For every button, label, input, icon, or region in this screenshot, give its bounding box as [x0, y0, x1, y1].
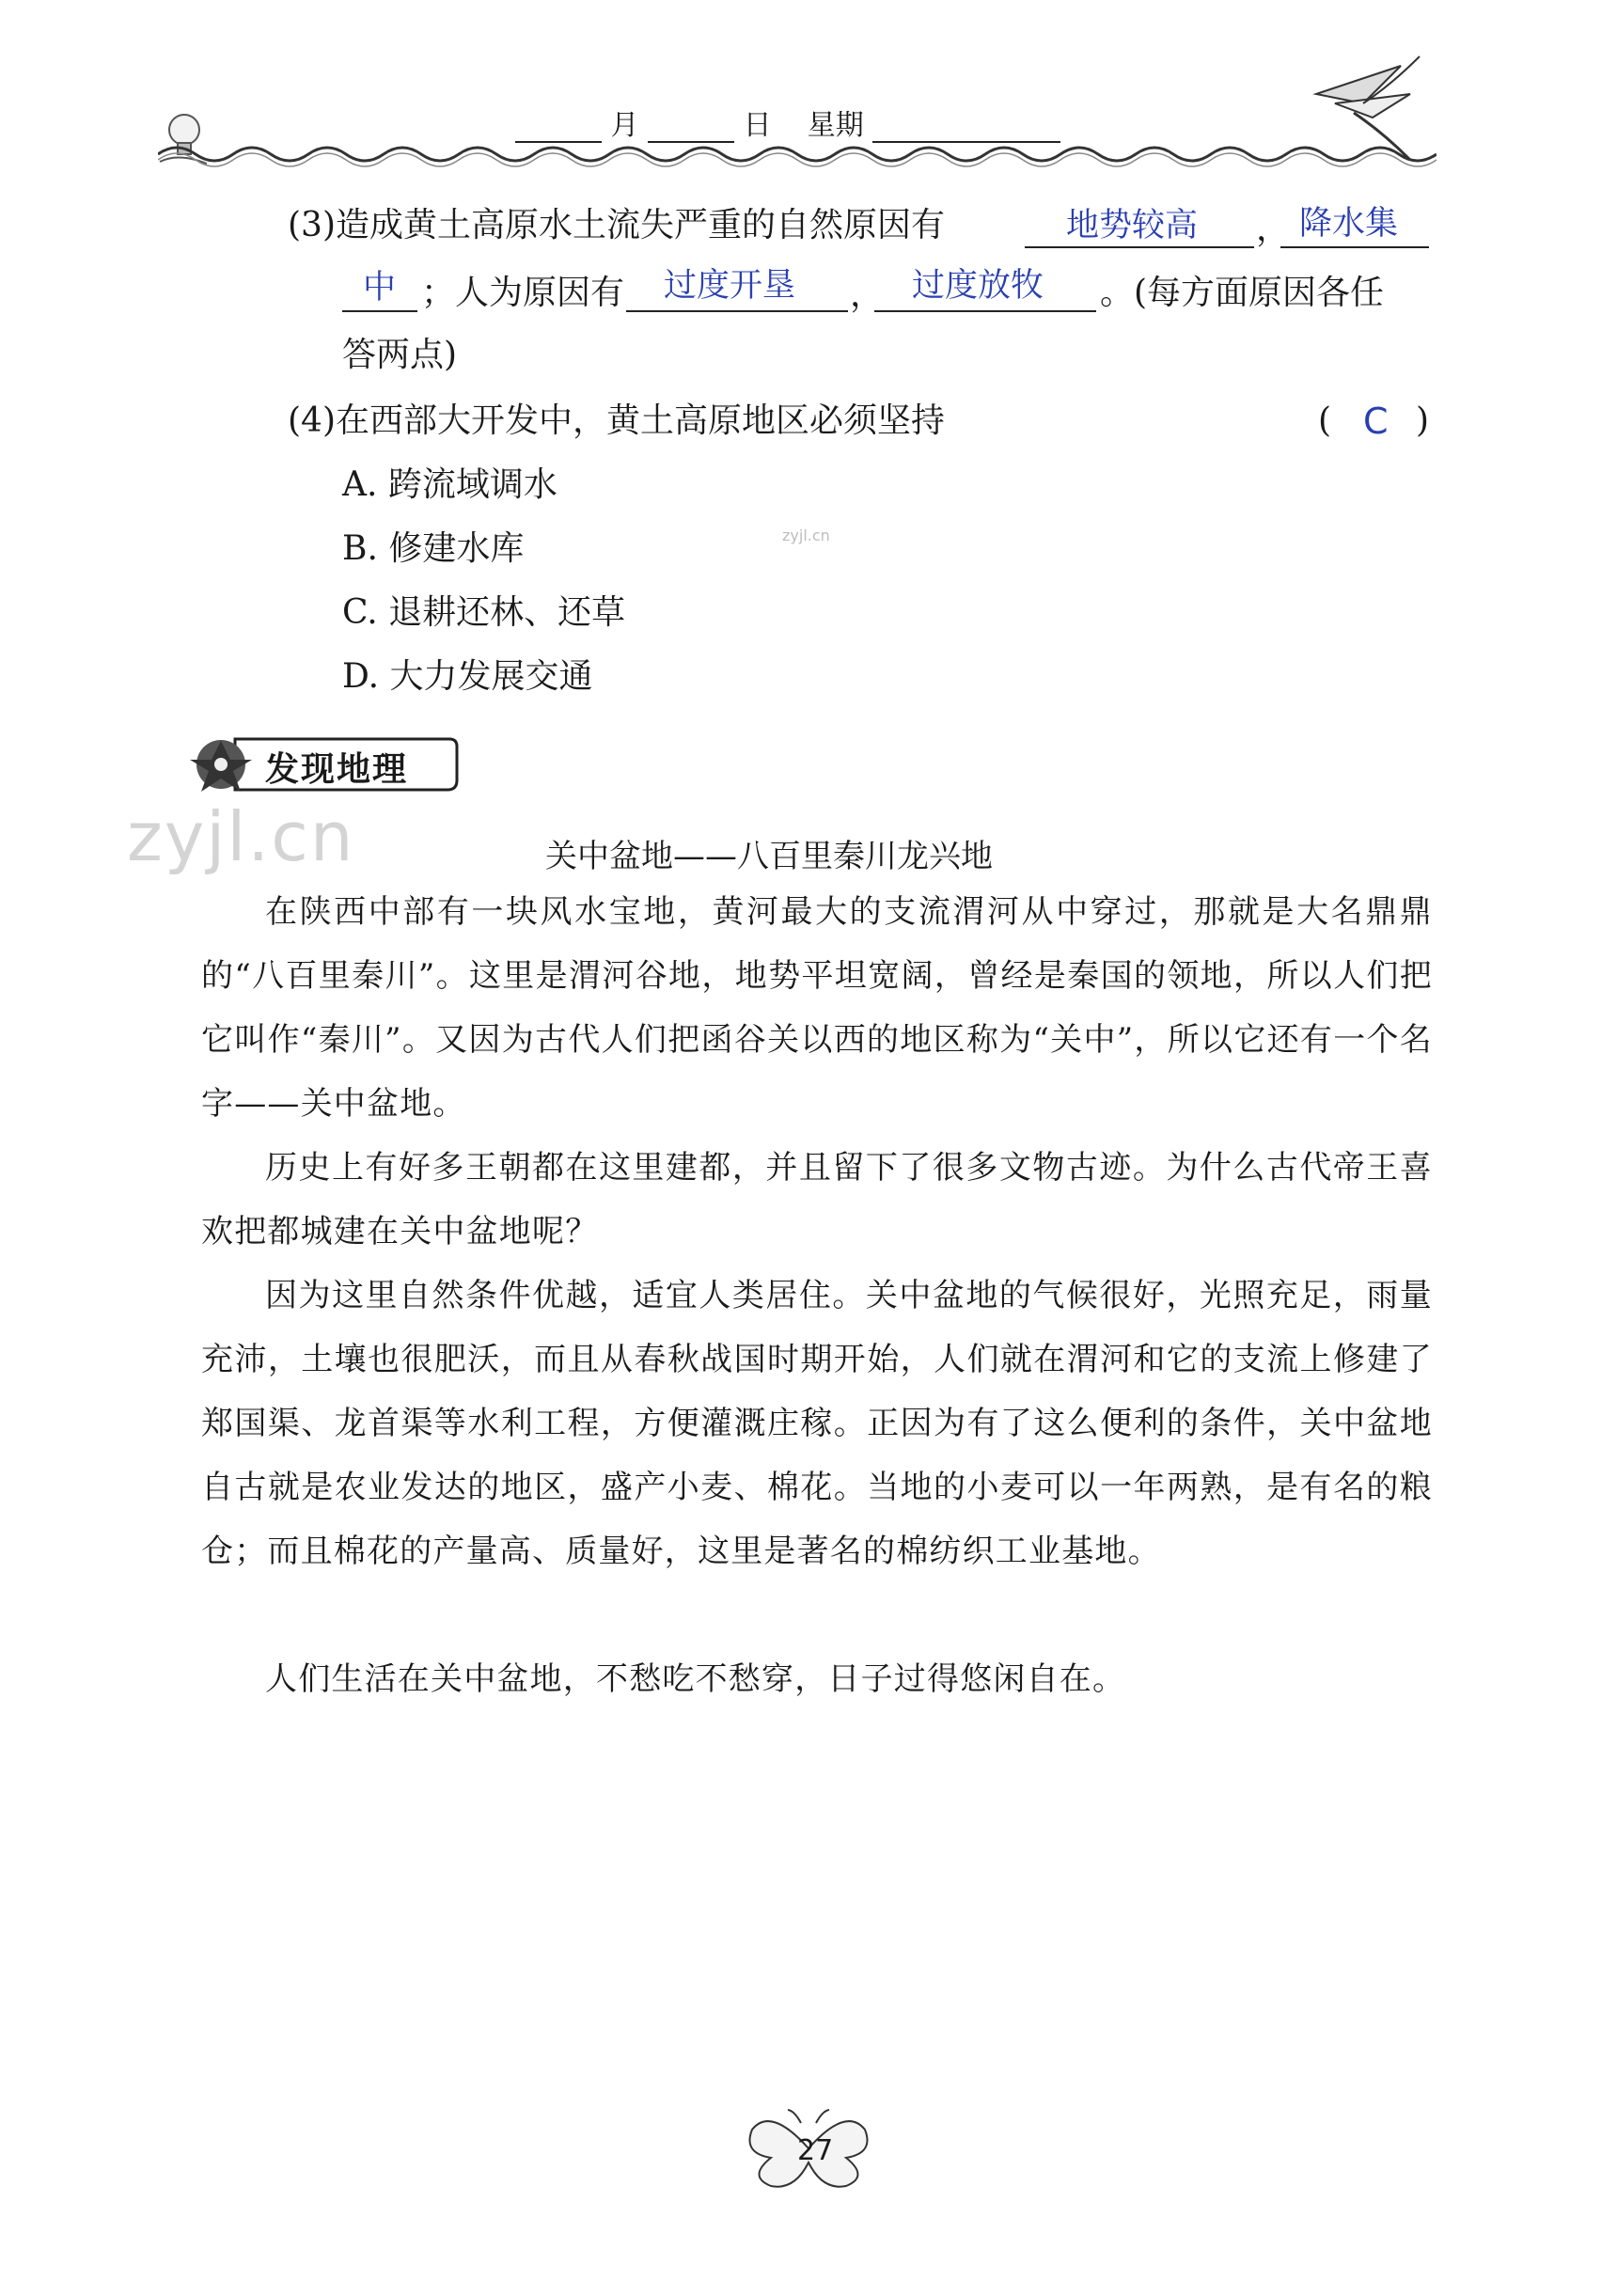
- header-decoration-right: [1297, 38, 1429, 169]
- answer-blank-1: [1025, 246, 1254, 248]
- header-wave-border: [158, 134, 1436, 171]
- weekday-label: 星期: [807, 109, 864, 142]
- article-title: 关中盆地——八百里秦川龙兴地: [545, 838, 993, 875]
- question-4-stem: (4)在西部大开发中，黄土高原地区必须坚持: [288, 401, 945, 440]
- answer-blank-2: [1280, 246, 1429, 248]
- option-d: D. 大力发展交通: [342, 657, 593, 696]
- day-label: 日: [743, 109, 772, 142]
- answer-blank-2-continued: [342, 310, 417, 312]
- question-3-mid: ；人为原因有: [421, 274, 625, 312]
- option-b: B. 修建水库: [342, 529, 525, 568]
- question-3-prefix: (3)造成黄土高原水土流失严重的自然原因有: [288, 206, 945, 244]
- answer-blank-3: [626, 310, 848, 312]
- article-paragraph-1: 在陕西中部有一块风水宝地，黄河最大的支流渭河从中穿过，那就是大名鼎鼎的“八百里秦川”。这里是渭河谷地，地势平坦宽阔，曾经是秦国的领地，所以人们把它叫作“秦川”。又因为古代人们把函谷关以西的地区称为“关中”，所以它还有一个名字——关中盆地。: [201, 893, 1433, 1123]
- answer-blank-4: [874, 310, 1096, 312]
- answer-4: 过度放牧: [912, 267, 1044, 305]
- answer-2-part2: 中: [363, 269, 397, 307]
- watermark-large: zyjl.cn: [127, 797, 355, 876]
- article-paragraph-4: 人们生活在关中盆地，不愁吃不愁穿，日子过得悠闲自在。: [265, 1660, 1126, 1698]
- question-3-line1: [288, 206, 945, 244]
- question-3-line3: 答两点): [342, 336, 458, 374]
- bird-of-paradise-flower-icon: [1297, 38, 1429, 169]
- answer-3: 过度开垦: [664, 267, 796, 305]
- separator-2: ，: [850, 275, 885, 314]
- answer-1: 地势较高: [1066, 207, 1199, 244]
- page-number: 27: [797, 2134, 834, 2167]
- answer-2-part1: 降水集: [1299, 205, 1399, 243]
- option-a: A. 跨流域调水: [342, 465, 557, 504]
- separator-1: ，: [1256, 210, 1291, 248]
- article-paragraph-2: 历史上有好多王朝都在这里建都，并且留下了很多文物古迹。为什么古代帝王喜欢把都城建在关中盆地呢？: [201, 1149, 1433, 1250]
- question-4-bracket-open: (: [1318, 401, 1332, 440]
- section-title: 发现地理: [265, 750, 409, 789]
- month-label: 月: [610, 109, 639, 142]
- watermark-small: zyjl.cn: [782, 527, 830, 544]
- option-c: C. 退耕还林、还草: [342, 593, 626, 632]
- question-4-bracket-close: ): [1416, 401, 1430, 440]
- question-3-suffix: 。(每方面原因各任: [1100, 274, 1385, 312]
- question-4-answer: C: [1363, 401, 1389, 442]
- article-paragraph-3: 因为这里自然条件优越，适宜人类居住。关中盆地的气候很好，光照充足，雨量充沛，土壤也很肥沃，而且从春秋战国时期开始，人们就在渭河和它的支流上修建了郑国渠、龙首渠等水利工程，方便灌溉庄稼。正因为有了这么便利的条件，关中盆地自古就是农业发达的地区，盛产小麦、棉花。当地的小麦可以一年两熟，是有名的粮仓；而且棉花的产量高、质量好，这里是著名的棉纺织工业基地。: [201, 1277, 1433, 1570]
